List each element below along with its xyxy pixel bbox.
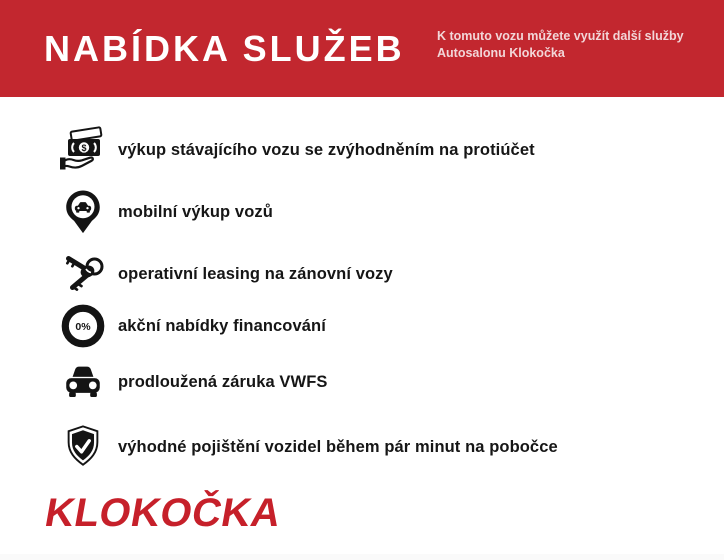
service-label: operativní leasing na zánovní vozy [118,264,393,283]
service-label: mobilní výkup vozů [118,202,273,221]
service-item-insurance [56,422,558,472]
car-location-pin-icon [56,187,110,237]
zero-percent-label: 0% [75,320,91,333]
header-subtitle [437,28,684,62]
service-label: akční nabídky financování [118,316,326,335]
page-title: NABÍDKA SLUŽEB [44,28,405,69]
service-item-warranty [56,357,328,407]
klokocka-logo: KLOKOČKA [41,491,285,535]
service-item-trade-in [56,125,535,175]
car-keys-icon [56,249,110,299]
cash-in-hand-icon [56,125,110,175]
service-label: výhodné pojištění vozidel během pár minut na pobočce [118,437,558,456]
service-item-mobile-buyout [56,187,273,237]
service-item-leasing [56,249,393,299]
bottom-strip [0,554,724,560]
shield-check-icon [56,422,110,472]
car-icon [56,357,110,407]
svg-text:$: $ [81,143,87,153]
header-subtitle-line2: Autosalonu Klokočka [437,46,565,60]
header-banner [0,0,724,97]
service-label: výkup stávajícího vozu se zvýhodněním na protiúčet [118,140,535,159]
zero-percent-icon [56,301,110,351]
service-item-financing [56,301,326,351]
header-subtitle-line1: K tomuto vozu můžete využít další služby [437,29,684,43]
service-label: prodloužená záruka VWFS [118,372,328,391]
